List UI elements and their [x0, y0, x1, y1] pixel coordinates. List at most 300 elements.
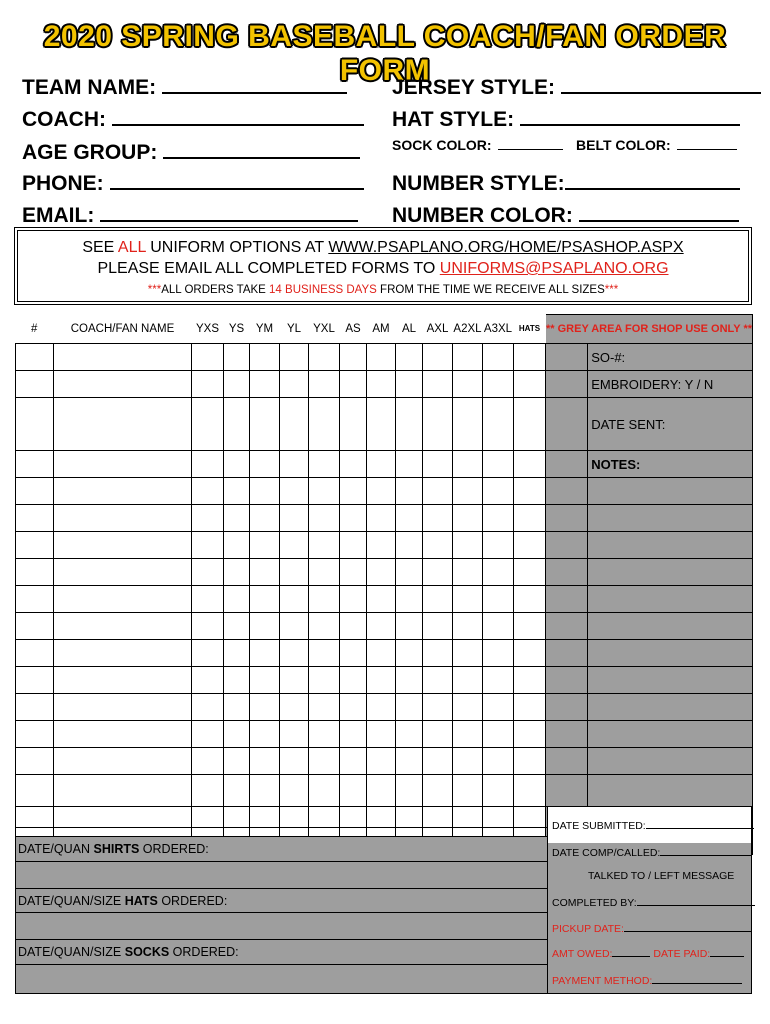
info-text: SEE [82, 239, 118, 256]
size-qty-cell[interactable] [309, 748, 340, 775]
size-qty-cell[interactable] [224, 478, 250, 505]
size-qty-cell[interactable] [192, 613, 224, 640]
shirts-entry-row[interactable] [16, 862, 547, 889]
number-color-field[interactable] [392, 202, 739, 228]
size-qty-cell[interactable] [423, 559, 453, 586]
size-qty-cell[interactable] [340, 398, 367, 451]
jersey-style-blank[interactable] [561, 74, 761, 94]
name-cell[interactable] [54, 640, 192, 667]
row-number-cell[interactable] [16, 478, 54, 505]
size-qty-cell[interactable] [483, 748, 514, 775]
socks-ordered-row [16, 940, 547, 965]
size-qty-cell[interactable] [514, 613, 546, 640]
table-row [16, 748, 753, 775]
uniforms-email-link[interactable]: UNIFORMS@PSAPLANO.ORG [439, 260, 669, 277]
belt-color-blank[interactable] [677, 137, 737, 150]
table-row [16, 586, 753, 613]
name-cell[interactable] [54, 532, 192, 559]
size-qty-cell[interactable] [280, 613, 309, 640]
size-qty-cell[interactable] [453, 398, 483, 451]
summary-section [15, 806, 752, 994]
size-qty-cell[interactable] [396, 451, 423, 478]
size-qty-cell[interactable] [367, 613, 396, 640]
size-qty-cell[interactable] [514, 478, 546, 505]
size-qty-cell[interactable] [514, 344, 546, 371]
size-qty-cell[interactable] [192, 721, 224, 748]
size-qty-cell[interactable] [192, 371, 224, 398]
size-qty-cell[interactable] [192, 344, 224, 371]
info-text: FROM THE TIME WE RECEIVE ALL SIZES [376, 284, 605, 296]
shop-use-header: ** GREY AREA FOR SHOP USE ONLY ** [546, 315, 753, 344]
summary-label-bold: HATS [124, 894, 158, 908]
size-qty-cell[interactable] [483, 694, 514, 721]
size-qty-cell[interactable] [280, 451, 309, 478]
size-qty-cell[interactable] [453, 721, 483, 748]
size-qty-cell[interactable] [250, 694, 280, 721]
belt-color-label: BELT COLOR: [576, 137, 671, 153]
size-qty-cell[interactable] [367, 478, 396, 505]
size-qty-cell[interactable] [423, 344, 453, 371]
size-qty-cell[interactable] [483, 478, 514, 505]
email-field[interactable] [22, 202, 358, 228]
size-qty-cell[interactable] [367, 505, 396, 532]
size-qty-cell[interactable] [340, 586, 367, 613]
size-qty-cell[interactable] [396, 721, 423, 748]
col-yxl-header: YXL [309, 315, 340, 344]
row-number-cell[interactable] [16, 721, 54, 748]
age-group-field[interactable] [22, 139, 360, 165]
row-number-cell[interactable] [16, 451, 54, 478]
size-qty-cell[interactable] [309, 613, 340, 640]
size-qty-cell[interactable] [514, 667, 546, 694]
size-qty-cell[interactable] [192, 694, 224, 721]
size-qty-cell[interactable] [423, 505, 453, 532]
socks-entry-row[interactable] [16, 965, 547, 993]
size-qty-cell[interactable] [367, 344, 396, 371]
size-qty-cell[interactable] [514, 640, 546, 667]
size-qty-cell[interactable] [250, 398, 280, 451]
info-text: PLEASE EMAIL ALL COMPLETED FORMS TO [97, 260, 440, 277]
size-qty-cell[interactable] [340, 667, 367, 694]
size-qty-cell[interactable] [453, 748, 483, 775]
size-qty-cell[interactable] [483, 398, 514, 451]
payment-method-label: PAYMENT METHOD: [552, 975, 653, 987]
name-cell[interactable] [54, 371, 192, 398]
size-qty-cell[interactable] [396, 586, 423, 613]
size-qty-cell[interactable] [514, 371, 546, 398]
shop-status-panel [547, 807, 751, 993]
size-qty-cell[interactable] [309, 478, 340, 505]
date-submitted-line[interactable] [552, 818, 754, 832]
hat-style-field[interactable] [392, 106, 740, 132]
talked-to-line[interactable] [588, 870, 734, 882]
size-qty-cell[interactable] [367, 398, 396, 451]
size-qty-cell[interactable] [309, 398, 340, 451]
size-qty-cell[interactable] [483, 640, 514, 667]
name-cell[interactable] [54, 398, 192, 451]
size-qty-cell[interactable] [396, 559, 423, 586]
size-qty-cell[interactable] [280, 586, 309, 613]
size-qty-cell[interactable] [453, 586, 483, 613]
shop-grey-cell [546, 640, 588, 667]
size-qty-cell[interactable] [280, 667, 309, 694]
row-number-cell[interactable] [16, 613, 54, 640]
coach-field[interactable] [22, 106, 364, 132]
size-qty-cell[interactable] [514, 505, 546, 532]
size-qty-cell[interactable] [192, 505, 224, 532]
sock-color-field[interactable] [392, 137, 563, 153]
size-qty-cell[interactable] [367, 640, 396, 667]
size-qty-cell[interactable] [367, 532, 396, 559]
size-qty-cell[interactable] [250, 371, 280, 398]
size-qty-cell[interactable] [309, 694, 340, 721]
size-qty-cell[interactable] [423, 721, 453, 748]
shop-grey-cell [546, 586, 588, 613]
size-qty-cell[interactable] [224, 532, 250, 559]
size-qty-cell[interactable] [192, 748, 224, 775]
size-qty-cell[interactable] [224, 586, 250, 613]
table-row [16, 451, 753, 478]
summary-blank-row [16, 807, 547, 837]
order-table [15, 314, 753, 855]
name-cell[interactable] [54, 451, 192, 478]
size-qty-cell[interactable] [280, 478, 309, 505]
col-am-header: AM [367, 315, 396, 344]
size-qty-cell[interactable] [453, 451, 483, 478]
name-cell[interactable] [54, 478, 192, 505]
size-qty-cell[interactable] [367, 748, 396, 775]
size-qty-cell[interactable] [309, 532, 340, 559]
name-cell[interactable] [54, 586, 192, 613]
table-row [16, 371, 753, 398]
shop-grey-cell [546, 667, 588, 694]
size-qty-cell[interactable] [367, 694, 396, 721]
shop-grey-cell [546, 613, 588, 640]
number-color-blank[interactable] [579, 202, 739, 222]
info-emphasis: ALL [117, 239, 146, 256]
table-row [16, 640, 753, 667]
size-qty-cell[interactable] [280, 694, 309, 721]
size-qty-cell[interactable] [340, 344, 367, 371]
phone-blank[interactable] [110, 170, 364, 190]
size-qty-cell[interactable] [309, 559, 340, 586]
size-qty-cell[interactable] [483, 667, 514, 694]
col-a3xl-header: A3XL [483, 315, 514, 344]
row-number-cell[interactable] [16, 398, 54, 451]
size-qty-cell[interactable] [423, 478, 453, 505]
table-row [16, 478, 753, 505]
date-comp-label: DATE COMP/CALLED: [552, 847, 661, 859]
size-qty-cell[interactable] [423, 451, 453, 478]
row-number-cell[interactable] [16, 748, 54, 775]
size-qty-cell[interactable] [453, 694, 483, 721]
size-qty-cell[interactable] [250, 344, 280, 371]
hat-style-blank[interactable] [520, 106, 740, 126]
size-qty-cell[interactable] [514, 586, 546, 613]
size-qty-cell[interactable] [483, 344, 514, 371]
row-number-cell[interactable] [16, 505, 54, 532]
size-qty-cell[interactable] [340, 478, 367, 505]
size-qty-cell[interactable] [423, 532, 453, 559]
number-style-field[interactable] [392, 170, 740, 196]
size-qty-cell[interactable] [250, 478, 280, 505]
size-qty-cell[interactable] [280, 748, 309, 775]
size-qty-cell[interactable] [396, 398, 423, 451]
info-line-options [18, 237, 748, 258]
size-qty-cell[interactable] [514, 721, 546, 748]
size-qty-cell[interactable] [396, 371, 423, 398]
sock-color-blank[interactable] [498, 137, 563, 150]
size-qty-cell[interactable] [483, 451, 514, 478]
team-name-blank[interactable] [162, 74, 347, 94]
size-qty-cell[interactable] [224, 694, 250, 721]
size-qty-cell[interactable] [250, 640, 280, 667]
size-qty-cell[interactable] [309, 451, 340, 478]
shop-grey-cell [546, 371, 588, 398]
row-number-cell[interactable] [16, 694, 54, 721]
size-qty-cell[interactable] [340, 613, 367, 640]
row-number-cell[interactable] [16, 532, 54, 559]
shop-url-link[interactable]: WWW.PSAPLANO.ORG/HOME/PSASHOP.ASPX [328, 239, 684, 256]
size-qty-cell[interactable] [340, 748, 367, 775]
size-qty-cell[interactable] [340, 505, 367, 532]
shop-grey-cell [546, 721, 588, 748]
size-qty-cell[interactable] [280, 398, 309, 451]
size-qty-cell[interactable] [250, 451, 280, 478]
size-qty-cell[interactable] [280, 505, 309, 532]
size-qty-cell[interactable] [280, 532, 309, 559]
size-qty-cell[interactable] [423, 586, 453, 613]
coach-blank[interactable] [112, 106, 364, 126]
table-row [16, 559, 753, 586]
size-qty-cell[interactable] [367, 559, 396, 586]
size-qty-cell[interactable] [224, 398, 250, 451]
size-qty-cell[interactable] [453, 505, 483, 532]
age-group-label: AGE GROUP: [22, 141, 158, 164]
size-qty-cell[interactable] [396, 532, 423, 559]
size-qty-cell[interactable] [483, 586, 514, 613]
size-qty-cell[interactable] [483, 532, 514, 559]
size-qty-cell[interactable] [250, 532, 280, 559]
info-stars: *** [147, 284, 162, 296]
size-qty-cell[interactable] [224, 371, 250, 398]
size-qty-cell[interactable] [280, 559, 309, 586]
size-qty-cell[interactable] [250, 748, 280, 775]
size-qty-cell[interactable] [340, 451, 367, 478]
size-qty-cell[interactable] [367, 721, 396, 748]
row-number-cell[interactable] [16, 667, 54, 694]
size-qty-cell[interactable] [250, 505, 280, 532]
info-box [14, 227, 752, 305]
size-qty-cell[interactable] [483, 371, 514, 398]
shop-note-cell [588, 559, 753, 586]
size-qty-cell[interactable] [396, 748, 423, 775]
size-qty-cell[interactable] [309, 344, 340, 371]
size-qty-cell[interactable] [453, 532, 483, 559]
size-qty-cell[interactable] [224, 344, 250, 371]
table-row [16, 505, 753, 532]
size-qty-cell[interactable] [453, 559, 483, 586]
size-qty-cell[interactable] [423, 748, 453, 775]
size-qty-cell[interactable] [483, 505, 514, 532]
jersey-style-field[interactable] [392, 74, 761, 100]
size-qty-cell[interactable] [396, 667, 423, 694]
jersey-style-label: JERSEY STYLE: [392, 76, 555, 99]
size-qty-cell[interactable] [423, 371, 453, 398]
size-qty-cell[interactable] [340, 371, 367, 398]
table-row [16, 344, 753, 371]
size-qty-cell[interactable] [224, 667, 250, 694]
size-qty-cell[interactable] [280, 640, 309, 667]
shop-note-cell: DATE SENT: [588, 398, 753, 451]
size-qty-cell[interactable] [453, 371, 483, 398]
size-qty-cell[interactable] [483, 721, 514, 748]
size-qty-cell[interactable] [224, 640, 250, 667]
size-qty-cell[interactable] [423, 694, 453, 721]
info-line-email [18, 258, 748, 279]
shop-note-cell [588, 478, 753, 505]
row-number-cell[interactable] [16, 559, 54, 586]
size-qty-cell[interactable] [453, 478, 483, 505]
size-qty-cell[interactable] [367, 586, 396, 613]
size-qty-cell[interactable] [250, 721, 280, 748]
size-qty-cell[interactable] [367, 667, 396, 694]
hat-style-label: HAT STYLE: [392, 108, 515, 131]
size-qty-cell[interactable] [224, 748, 250, 775]
size-qty-cell[interactable] [192, 451, 224, 478]
size-qty-cell[interactable] [340, 694, 367, 721]
col-as-header: AS [340, 315, 367, 344]
size-qty-cell[interactable] [453, 344, 483, 371]
row-number-cell[interactable] [16, 586, 54, 613]
email-blank[interactable] [100, 202, 358, 222]
phone-field[interactable] [22, 170, 364, 196]
size-qty-cell[interactable] [309, 640, 340, 667]
size-qty-cell[interactable] [309, 721, 340, 748]
name-cell[interactable] [54, 344, 192, 371]
size-qty-cell[interactable] [250, 559, 280, 586]
size-qty-cell[interactable] [309, 505, 340, 532]
size-qty-cell[interactable] [396, 478, 423, 505]
completed-by-line[interactable] [552, 895, 755, 909]
size-qty-cell[interactable] [224, 559, 250, 586]
size-qty-cell[interactable] [224, 505, 250, 532]
shop-note-cell [588, 694, 753, 721]
name-cell[interactable] [54, 559, 192, 586]
size-qty-cell[interactable] [514, 748, 546, 775]
col-axl-header: AXL [423, 315, 453, 344]
number-style-blank[interactable] [565, 170, 740, 190]
size-qty-cell[interactable] [514, 532, 546, 559]
size-qty-cell[interactable] [250, 667, 280, 694]
hats-entry-row[interactable] [16, 913, 547, 940]
form-title: 2020 SPRING BASEBALL COACH/FAN ORDER FORM [43, 20, 727, 87]
size-qty-cell[interactable] [453, 667, 483, 694]
size-qty-cell[interactable] [340, 721, 367, 748]
size-qty-cell[interactable] [309, 667, 340, 694]
size-qty-cell[interactable] [340, 532, 367, 559]
summary-label: ORDERED: [157, 894, 228, 908]
table-row [16, 721, 753, 748]
size-qty-cell[interactable] [423, 640, 453, 667]
size-qty-cell[interactable] [396, 344, 423, 371]
size-qty-cell[interactable] [280, 721, 309, 748]
size-qty-cell[interactable] [483, 613, 514, 640]
size-qty-cell[interactable] [192, 667, 224, 694]
size-qty-cell[interactable] [423, 398, 453, 451]
col-ys-header: YS [224, 315, 250, 344]
size-qty-cell[interactable] [192, 586, 224, 613]
summary-label: DATE/QUAN/SIZE [18, 945, 125, 959]
size-qty-cell[interactable] [250, 586, 280, 613]
size-qty-cell[interactable] [192, 398, 224, 451]
size-qty-cell[interactable] [280, 344, 309, 371]
size-qty-cell[interactable] [309, 586, 340, 613]
size-qty-cell[interactable] [396, 694, 423, 721]
size-qty-cell[interactable] [396, 613, 423, 640]
size-qty-cell[interactable] [192, 640, 224, 667]
name-cell[interactable] [54, 667, 192, 694]
size-qty-cell[interactable] [396, 505, 423, 532]
row-number-cell[interactable] [16, 640, 54, 667]
size-qty-cell[interactable] [514, 451, 546, 478]
size-qty-cell[interactable] [340, 559, 367, 586]
size-qty-cell[interactable] [340, 640, 367, 667]
amt-owed-line[interactable] [552, 946, 744, 960]
size-qty-cell[interactable] [224, 613, 250, 640]
row-number-cell[interactable] [16, 371, 54, 398]
size-qty-cell[interactable] [367, 451, 396, 478]
size-qty-cell[interactable] [453, 613, 483, 640]
phone-label: PHONE: [22, 172, 104, 195]
size-qty-cell[interactable] [367, 371, 396, 398]
size-qty-cell[interactable] [224, 721, 250, 748]
name-cell[interactable] [54, 613, 192, 640]
size-qty-cell[interactable] [514, 398, 546, 451]
age-group-blank[interactable] [163, 139, 360, 159]
summary-label: ORDERED: [169, 945, 239, 959]
info-line-lead-time [18, 282, 748, 298]
size-qty-cell[interactable] [309, 371, 340, 398]
team-name-field[interactable] [22, 74, 347, 100]
size-qty-cell[interactable] [453, 640, 483, 667]
belt-color-field[interactable] [576, 137, 737, 153]
info-text: UNIFORM OPTIONS AT [145, 239, 329, 256]
size-qty-cell[interactable] [483, 559, 514, 586]
name-cell[interactable] [54, 721, 192, 748]
payment-method-line[interactable] [552, 973, 742, 987]
row-number-cell[interactable] [16, 344, 54, 371]
size-qty-cell[interactable] [192, 532, 224, 559]
size-qty-cell[interactable] [280, 371, 309, 398]
col-yl-header: YL [280, 315, 309, 344]
pickup-date-line[interactable] [552, 921, 752, 935]
size-qty-cell[interactable] [224, 451, 250, 478]
size-qty-cell[interactable] [396, 640, 423, 667]
size-qty-cell[interactable] [250, 613, 280, 640]
name-cell[interactable] [54, 748, 192, 775]
name-cell[interactable] [54, 694, 192, 721]
size-qty-cell[interactable] [192, 478, 224, 505]
size-qty-cell[interactable] [423, 667, 453, 694]
size-qty-cell[interactable] [514, 559, 546, 586]
name-cell[interactable] [54, 505, 192, 532]
size-qty-cell[interactable] [192, 559, 224, 586]
size-qty-cell[interactable] [423, 613, 453, 640]
size-qty-cell[interactable] [514, 694, 546, 721]
date-comp-line[interactable] [552, 845, 752, 859]
col-yxs-header: YXS [192, 315, 224, 344]
